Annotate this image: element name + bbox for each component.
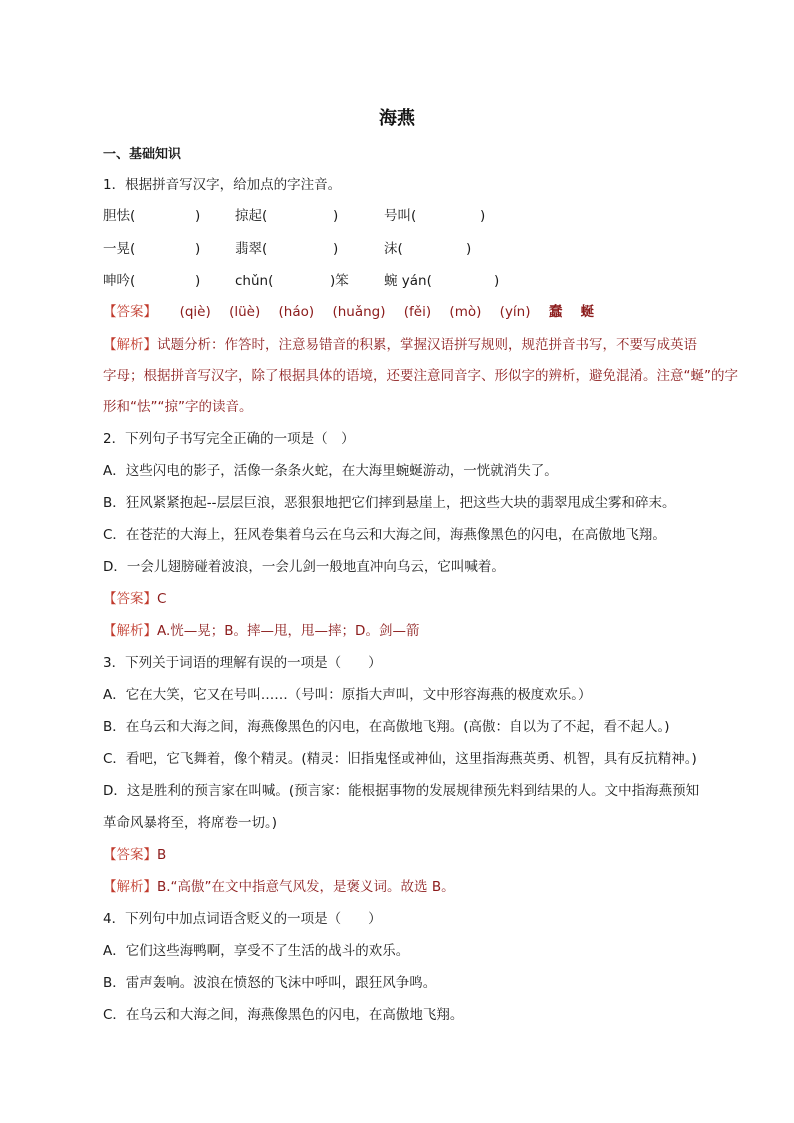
analysis-tag: 【解析】 — [103, 879, 157, 895]
blank-close: ) — [333, 208, 339, 224]
answer-item: (yín) — [499, 304, 531, 320]
answer-item: (huǎng) — [332, 304, 386, 320]
answer-item: (mò) — [449, 304, 482, 320]
analysis-text: A.恍—晃；B。摔—甩，甩—摔；D。剑—箭 — [157, 623, 420, 639]
question-1-analysis-line-2: 字母；根据拼音写汉字，除了根据具体的语境，还要注意同音字、形似字的辨析，避免混淆。注意“蜒”的字 — [103, 368, 738, 384]
blank-label: 沫( — [384, 241, 403, 257]
answer-value: C — [157, 591, 167, 607]
option-a: A．它们这些海鸭啊，享受不了生活的战斗的欢乐。 — [103, 943, 410, 959]
option-a: A．它在大笑，它又在号叫……（号叫：原指大声叫，文中形容海燕的极度欢乐。） — [103, 687, 592, 703]
option-d-line-2: 革命风暴将至，将席卷一切。) — [103, 815, 278, 831]
blank-label: chǔn( — [235, 273, 274, 289]
answer-value: B — [157, 847, 167, 863]
question-3-stem: 3．下列关于词语的理解有误的一项是（ ） — [103, 655, 382, 671]
blank-close: ) — [480, 208, 486, 224]
blank-close: ) — [333, 241, 339, 257]
question-1-stem: 1．根据拼音写汉字，给加点的字注音。 — [103, 177, 342, 193]
answer-tag: 【答案】 — [103, 304, 157, 320]
blank-label: 胆怯( — [103, 208, 136, 224]
question-1-analysis-line-3: 形和“怯”“掠”字的读音。 — [103, 399, 253, 415]
option-b: B．雷声轰响。波浪在愤怒的飞沫中呼叫，跟狂风争鸣。 — [103, 975, 437, 991]
question-2-answer — [103, 590, 166, 608]
answer-item: (fěi) — [403, 304, 432, 320]
question-3-answer — [103, 846, 166, 864]
option-b: B．狂风紧紧抱起--层层巨浪，恶狠狠地把它们摔到悬崖上，把这些大块的翡翠甩成尘雾和碎末。 — [103, 495, 676, 511]
option-c: C．在苍茫的大海上，狂风卷集着乌云在乌云和大海之间，海燕像黑色的闪电，在高傲地飞翔。 — [103, 527, 666, 543]
blank-label: 蜿 yán( — [384, 273, 432, 289]
analysis-tag: 【解析】 — [103, 337, 157, 353]
analysis-text: B.“高傲”在文中指意气风发，是褒义词。故选 B。 — [157, 879, 455, 895]
question-2-analysis — [103, 622, 419, 640]
analysis-text: 试题分析：作答时，注意易错音的积累，掌握汉语拼写规则，规范拼音书写，不要写成英语 — [157, 337, 697, 353]
answer-item: (lüè) — [229, 304, 261, 320]
answer-item: 蜒 — [580, 304, 595, 320]
blank-label: 翡翠( — [235, 241, 268, 257]
question-1-answer — [103, 303, 608, 321]
blank-close: ) — [195, 208, 201, 224]
answer-tag: 【答案】 — [103, 591, 157, 607]
analysis-tag: 【解析】 — [103, 623, 157, 639]
option-d: D．一会儿翅膀碰着波浪，一会儿剑一般地直冲向乌云，它叫喊着。 — [103, 559, 505, 575]
option-c: C．看吧，它飞舞着，像个精灵。(精灵：旧指鬼怪或神仙，这里指海燕英勇、机智，具有反抗精神。) — [103, 751, 697, 767]
question-3-analysis — [103, 878, 455, 896]
blank-label: 一晃( — [103, 241, 136, 257]
option-c: C．在乌云和大海之间，海燕像黑色的闪电，在高傲地飞翔。 — [103, 1007, 464, 1023]
page-title: 海燕 — [379, 108, 415, 129]
blank-close: ) — [195, 241, 201, 257]
blank-close: ) — [466, 241, 472, 257]
blank-close: ) — [195, 273, 201, 289]
option-a: A．这些闪电的影子，活像一条条火蛇，在大海里蜿蜒游动，一恍就消失了。 — [103, 463, 558, 479]
section-heading: 一、基础知识 — [103, 147, 182, 162]
answer-item: (qiè) — [179, 304, 211, 320]
option-b: B．在乌云和大海之间，海燕像黑色的闪电，在高傲地飞翔。(高傲：自以为了不起，看不起人。) — [103, 719, 670, 735]
question-2-stem: 2．下列句子书写完全正确的一项是（ ） — [103, 431, 355, 447]
option-d-line-1: D．这是胜利的预言家在叫喊。(预言家：能根据事物的发展规律预先料到结果的人。文中指海燕预知 — [103, 783, 700, 799]
blank-label: 掠起( — [235, 208, 268, 224]
answer-item: (háo) — [278, 304, 315, 320]
answer-item: 蠢 — [548, 304, 563, 320]
question-1-analysis-line-1 — [103, 336, 697, 354]
blank-label: 呻吟( — [103, 273, 136, 289]
answer-tag: 【答案】 — [103, 847, 157, 863]
question-4-stem: 4．下列句中加点词语含贬义的一项是（ ） — [103, 911, 382, 927]
blank-label: 号叫( — [384, 208, 417, 224]
blank-close: )笨 — [330, 273, 349, 289]
blank-close: ) — [494, 273, 500, 289]
